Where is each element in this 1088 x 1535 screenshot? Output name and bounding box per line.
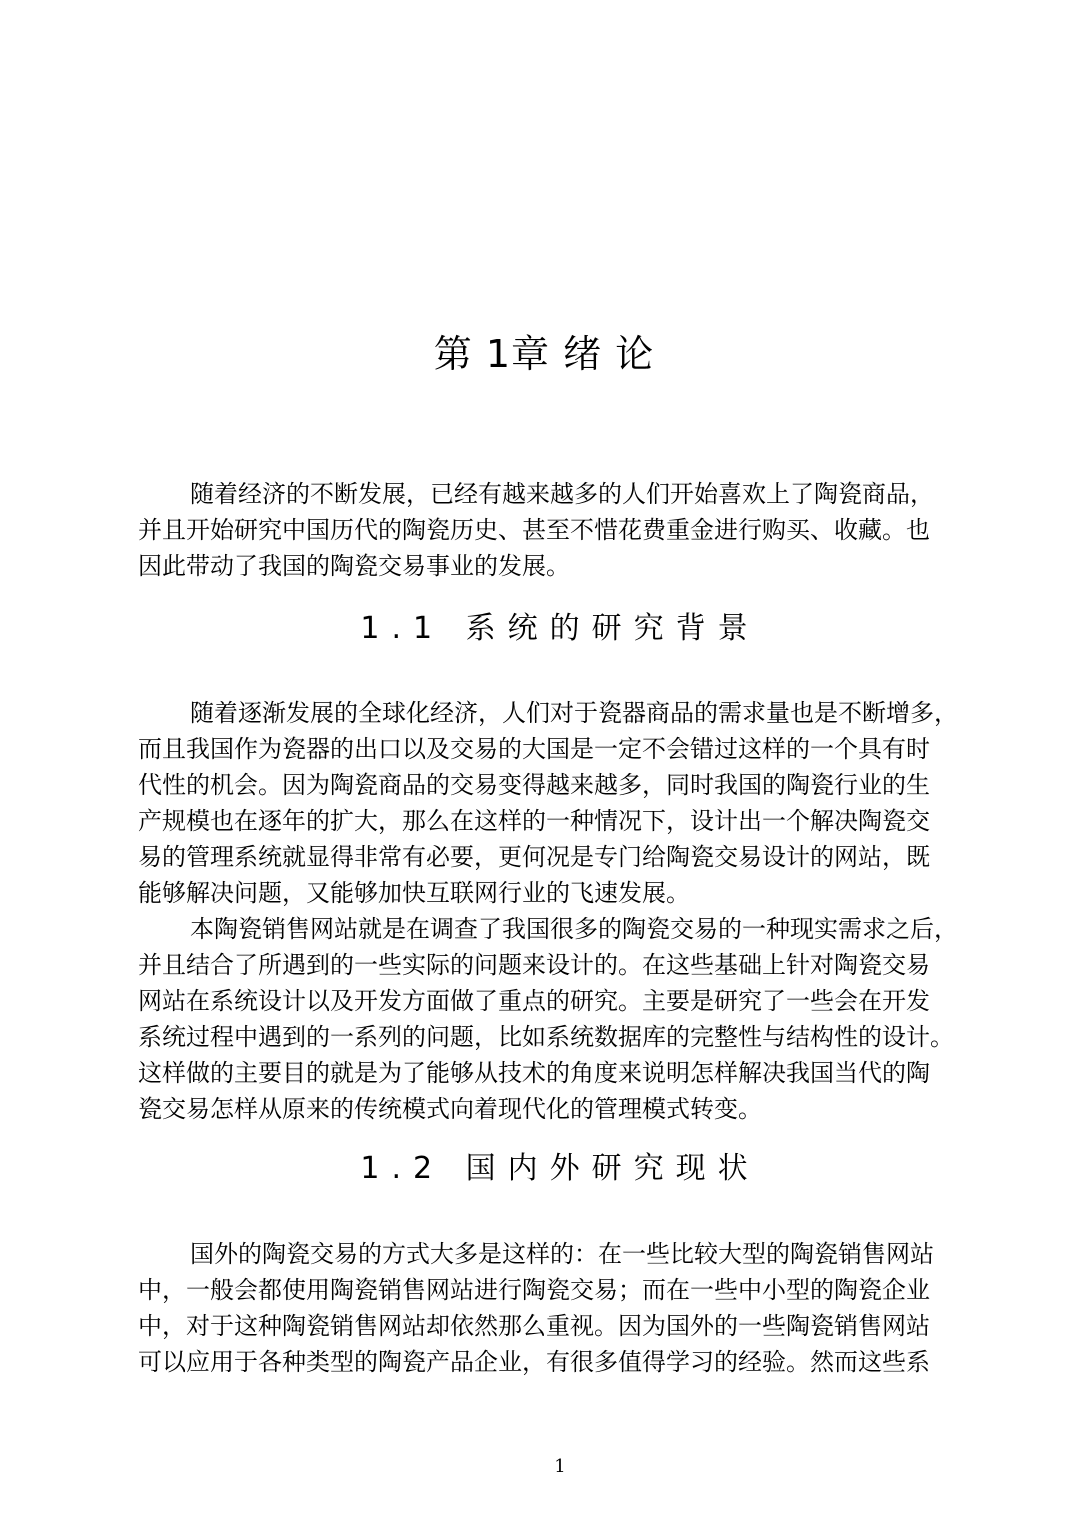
paragraph-line: 而且我国作为瓷器的出口以及交易的大国是一定不会错过这样的一个具有时 — [138, 735, 930, 763]
paragraph-line: 中，一般会都使用陶瓷销售网站进行陶瓷交易；而在一些中小型的陶瓷企业 — [138, 1276, 930, 1304]
page-number: 1 — [554, 1456, 566, 1477]
section-heading-1-2: 1.2 国内外研究现状 — [360, 1151, 760, 1186]
paragraph-line: 中，对于这种陶瓷销售网站却依然那么重视。因为国外的一些陶瓷销售网站 — [138, 1312, 930, 1340]
intro-line: 因此带动了我国的陶瓷交易事业的发展。 — [138, 552, 570, 580]
chapter-title: 第 1章 绪 论 — [433, 332, 655, 376]
paragraph-line: 易的管理系统就显得非常有必要，更何况是专门给陶瓷交易设计的网站，既 — [138, 843, 930, 871]
paragraph-line: 本陶瓷销售网站就是在调查了我国很多的陶瓷交易的一种现实需求之后， — [190, 915, 958, 943]
intro-line: 随着经济的不断发展，已经有越来越多的人们开始喜欢上了陶瓷商品， — [190, 480, 934, 508]
intro-line: 并且开始研究中国历代的陶瓷历史、甚至不惜花费重金进行购买、收藏。也 — [138, 516, 930, 544]
paragraph-line: 代性的机会。因为陶瓷商品的交易变得越来越多，同时我国的陶瓷行业的生 — [138, 771, 930, 799]
paragraph-line: 并且结合了所遇到的一些实际的问题来设计的。在这些基础上针对陶瓷交易 — [138, 951, 930, 979]
paragraph-line: 这样做的主要目的就是为了能够从技术的角度来说明怎样解决我国当代的陶 — [138, 1059, 930, 1087]
section-heading-1-1: 1.1 系统的研究背景 — [360, 611, 760, 646]
paragraph-line: 可以应用于各种类型的陶瓷产品企业，有很多值得学习的经验。然而这些系 — [138, 1348, 930, 1376]
paragraph-line: 能够解决问题，又能够加快互联网行业的飞速发展。 — [138, 879, 690, 907]
paragraph-line: 随着逐渐发展的全球化经济，人们对于瓷器商品的需求量也是不断增多， — [190, 699, 958, 727]
paragraph-line: 瓷交易怎样从原来的传统模式向着现代化的管理模式转变。 — [138, 1095, 762, 1123]
paragraph-line: 国外的陶瓷交易的方式大多是这样的：在一些比较大型的陶瓷销售网站 — [190, 1240, 934, 1268]
paragraph-line: 网站在系统设计以及开发方面做了重点的研究。主要是研究了一些会在开发 — [138, 987, 930, 1015]
paragraph-line: 产规模也在逐年的扩大，那么在这样的一种情况下，设计出一个解决陶瓷交 — [138, 807, 930, 835]
paragraph-line: 系统过程中遇到的一系列的问题，比如系统数据库的完整性与结构性的设计。 — [138, 1023, 954, 1051]
